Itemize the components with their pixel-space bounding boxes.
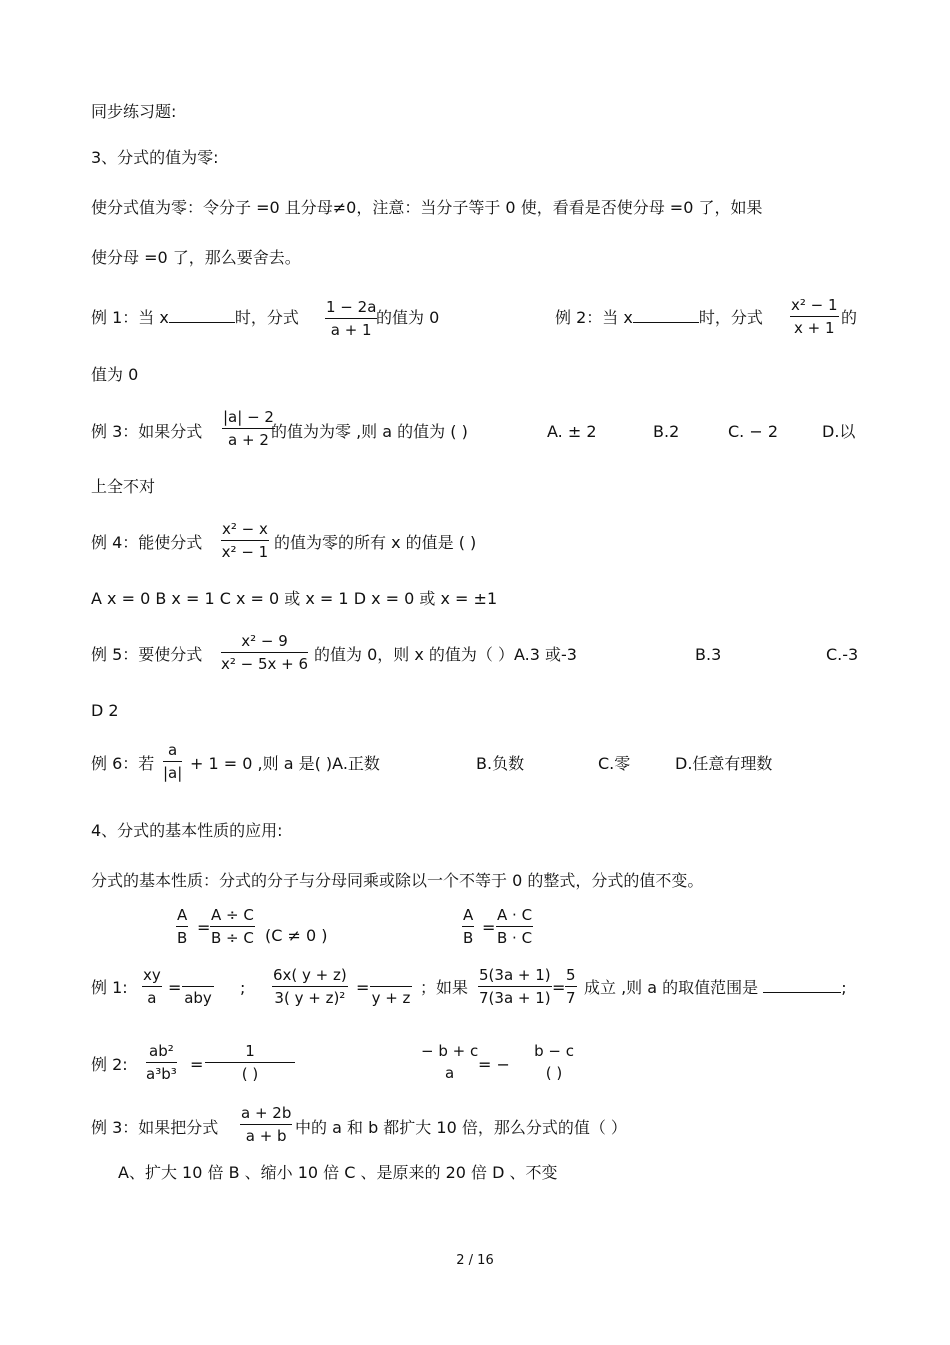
ex4-fraction: $\frac{\text{x² − x}}{\text{x² − 1}}$ [221,520,269,561]
ex1-suffix: 的值为 0 [376,308,440,327]
page-number: 2 / 16 [456,1253,494,1268]
s4-ex1-eq-2: = [356,978,370,997]
section-header: 同步练习题: [91,102,177,121]
s4-ex1-condition: 成立 ,则 a 的取值范围是 ; [584,978,847,997]
s4-ex1-frac-5: $\frac{5(3a + 1)}{7(3a + 1)}$ [479,966,551,1007]
section-3-title: 3、分式的值为零: [91,148,219,167]
s4-ex3-fraction: $\frac{a + 2b}{a + b}$ [241,1104,292,1145]
ex4-prefix: 例 4：能使分式 [91,533,203,552]
ex2-fraction: $\frac{\text{x² − 1}}{x + 1}$ [791,296,838,337]
ex3-continuation: 上全不对 [91,477,156,496]
ex1-fraction: $\frac{1 - 2a}{a + 1}$ [326,298,377,339]
ex2-suffix: 的 [841,308,858,327]
section-3-desc-2: 使分母 =0 了，那么要舍去。 [91,248,301,267]
ex5-option-b: B.3 [695,645,722,664]
ex2-prefix: 例 2：当 x 时，分式 [555,308,763,327]
s4-ex1-frac-4: y + z [370,966,412,1008]
s4-ex3-prefix: 例 3：如果把分式 [91,1118,219,1137]
ex1-prefix: 例 1：当 x 时，分式 [91,308,299,327]
ex6-option-d: D.任意有理数 [675,754,773,773]
s4-ex2-label: 例 2: [91,1055,128,1074]
s4-ex1-eq-1: = [168,978,182,997]
s4-ex3-options: A、扩大 10 倍 B 、缩小 10 倍 C 、是原来的 20 倍 D 、不变 [118,1163,558,1182]
s4-ex2-frac-2: 1 ( ) [205,1042,295,1084]
prop1-equals: = [197,918,211,937]
s4-ex2-frac-3: − b + c a [421,1042,479,1082]
s4-ex3-question: 中的 a 和 b 都扩大 10 倍，那么分式的值（ ） [295,1118,627,1137]
ex2-answer-blank [633,322,699,323]
s4-ex2-frac-4: b − c ( ) [534,1042,574,1082]
section-4-title: 4、分式的基本性质的应用: [91,821,283,840]
prop2-right-fraction: $\frac{A \cdot C}{B \cdot C}$ [496,906,533,947]
s4-ex1-semicolon-1: ; [240,978,246,997]
ex1-answer-blank [169,322,235,323]
ex3-option-b: B.2 [653,422,680,441]
ex4-question: 的值为零的所有 x 的值是 ( ) [274,533,477,552]
prop2-equals: = [482,918,496,937]
ex5-prefix: 例 5：要使分式 [91,645,203,664]
ex6-option-c: C.零 [598,754,631,773]
ex6-option-b: B.负数 [476,754,525,773]
prop2-left-fraction: $\frac{A}{B}$ [462,906,474,947]
s4-ex1-frac-2: aby [182,966,214,1008]
ex2-continuation: 值为 0 [91,365,139,384]
ex4-options: A x = 0 B x = 1 C x = 0 或 x = 1 D x = 0 或 x = ±1 [91,589,498,608]
ex5-continuation: D 2 [91,701,119,720]
ex6-question: + 1 = 0 ,则 a 是( )A.正数 [190,754,380,773]
ex3-option-d: D.以 [822,422,856,441]
s4-ex1-semicolon-2: ；如果 [420,978,469,997]
s4-ex1-frac-3: $\frac{6x( y + z)}{\text{3( y + z)²}}$ [273,966,347,1007]
prop1-right-fraction: $\frac{A \div C}{B \div C}$ [210,906,254,947]
section-4-property: 分式的基本性质：分式的分子与分母同乘或除以一个不等于 0 的整式，分式的值不变。 [91,871,704,890]
ex3-option-a: A. ± 2 [547,422,597,441]
ex3-fraction: $\frac{|a| - 2}{a + 2}$ [223,408,274,449]
ex3-question: 的值为为零 ,则 a 的值为 ( ) [271,422,468,441]
s4-ex2-frac-1: $\frac{\text{ab²}}{\text{a³b³}}$ [146,1042,177,1083]
ex5-option-c: C.-3 [826,645,859,664]
s4-ex1-eq-3: = [552,978,566,997]
ex5-fraction: $\frac{\text{x² − 9}}{\text{x² − 5x + 6}}$ [221,632,309,673]
prop1-condition: (C ≠ 0 ) [265,926,328,945]
ex3-option-c: C. − 2 [728,422,779,441]
ex6-fraction: $\frac{a}{|a|}$ [163,741,183,782]
ex6-prefix: 例 6：若 [91,754,155,773]
s4-ex1-frac-6: $\frac{5}{7}$ [566,966,576,1007]
ex3-prefix: 例 3：如果分式 [91,422,203,441]
s4-ex1-frac-1: $\frac{xy}{a}$ [143,966,161,1007]
s4-ex2-eq-1: = [190,1055,204,1074]
section-3-desc-1: 使分式值为零：令分子 =0 且分母≠0，注意：当分子等于 0 使，看看是否使分母 =0 了，如果 [91,198,763,217]
s4-ex1-label: 例 1: [91,978,128,997]
s4-ex1-answer-blank [763,992,841,993]
prop1-left-fraction: $\frac{A}{B}$ [176,906,188,947]
ex5-question: 的值为 0，则 x 的值为（ ）A.3 或-3 [314,645,577,664]
s4-ex2-eq-2: = − [478,1055,510,1074]
